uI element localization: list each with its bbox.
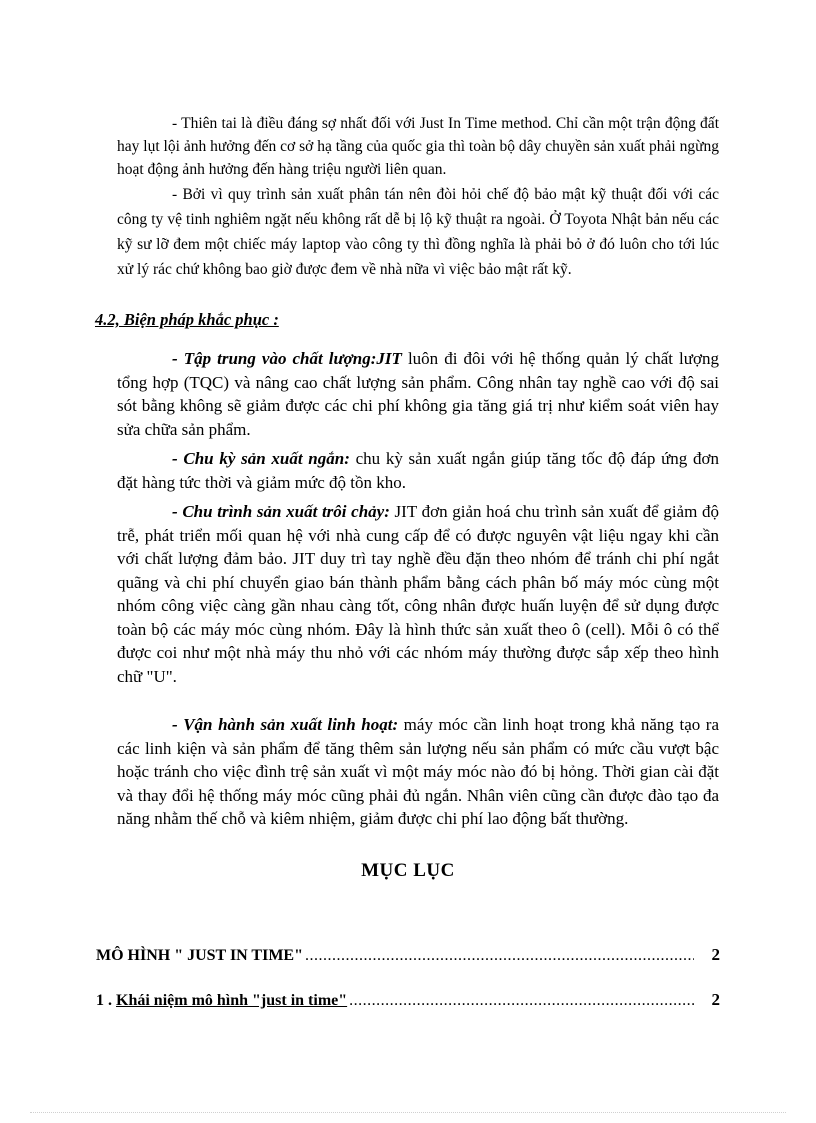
paragraph-lead: - Tập trung vào chất lượng:JIT bbox=[172, 349, 402, 368]
section-heading: 4.2, Biện pháp khắc phục : bbox=[95, 310, 279, 329]
paragraph-body: chu kỳ sản xuất ngắn giúp tăng tốc độ đáp ứng đơn đặt hàng tức thời và giảm mức độ tồn kho. bbox=[117, 449, 719, 492]
paragraph-body: máy móc cần linh hoạt trong khả năng tạo ra các linh kiện và sản phẩm để tăng thêm sản lượng nếu sản phẩm có mức cầu vượt bậc hoặc tránh cho việc đình trệ sản xuất vì một máy móc nào đó bị hỏng. Thời gian cài đặt và thay đổi hệ thống máy móc cũng phải đủ ngắn. Nhân viên cũng cần được đào tạo đa năng nhằm thế chỗ và kiêm nhiệm, giảm được chi phí lao động bất thường. bbox=[117, 715, 720, 828]
paragraph-body: luôn đi đôi với hệ thống quản lý chất lượng tổng hợp (TQC) và nâng cao chất lượng sản phẩm. Công nhân tay nghề cao với độ sai sót bằng không sẽ giảm được các chi phí không gia tăng giá trị như kiểm soát viên hay sửa chữa sản phẩm. bbox=[117, 349, 719, 439]
paragraph-smooth-process bbox=[117, 500, 719, 688]
toc-entry-label[interactable]: MÔ HÌNH " JUST IN TIME" bbox=[96, 947, 303, 964]
paragraph-security: - Bởi vì quy trình sản xuất phân tán nên đòi hỏi chế độ bảo mật kỹ thuật đối với các công ty vệ tinh nghiêm ngặt nếu không rất dễ bị lộ kỹ thuật ra ngoài. Ở Toyota Nhật bản nếu các kỹ sư lỡ đem một chiếc máy laptop vào công ty thì đồng nghĩa là phải bỏ ở đó luôn cho tới lúc xử lý rác chứ không bao giờ được đem về nhà nữa vì việc bảo mật rất kỹ. bbox=[117, 186, 719, 278]
paragraph-quality-focus bbox=[117, 347, 719, 441]
paragraph-lead: - Chu trình sản xuất trôi chảy: bbox=[172, 502, 390, 521]
paragraph-short-cycle bbox=[117, 447, 719, 494]
toc-page-number: 2 bbox=[711, 990, 720, 1009]
toc-leader-dots bbox=[305, 947, 694, 965]
toc-entry[interactable] bbox=[96, 945, 720, 965]
toc-entry[interactable] bbox=[96, 990, 720, 1010]
toc-entry-label[interactable]: Khái niệm mô hình "just in time" bbox=[116, 992, 348, 1009]
page-footer-divider bbox=[30, 1112, 786, 1113]
toc-page-number: 2 bbox=[711, 945, 720, 964]
paragraph-flexible-operation bbox=[117, 713, 719, 831]
toc-entry-label-wrapper[interactable] bbox=[96, 992, 347, 1010]
toc-leader-dots bbox=[349, 992, 694, 1010]
paragraph-body: JIT đơn giản hoá chu trình sản xuất để giảm độ trễ, phát triển mối quan hệ với nhà cung cấp để có được nguyên vật liệu ngay khi cần với chất lượng đảm bảo. JIT duy trì tay nghề đều đặn theo nhóm để tránh chi phí ngắt quãng và chi phí chuyển giao bán thành phẩm bằng cách phân bố máy móc cùng một nhóm công việc càng gần nhau càng tốt, công nhân được huấn luyện để sử dụng được toàn bộ các máy móc cùng nhóm. Đây là hình thức sản xuất theo ô (cell). Mỗi ô có thể được coi như một nhà máy thu nhỏ với các nhóm máy thường được sắp xếp theo hình chữ "U". bbox=[117, 502, 719, 686]
toc-entry-prefix: 1 . bbox=[96, 992, 116, 1009]
paragraph-lead: - Vận hành sản xuất linh hoạt: bbox=[172, 715, 399, 734]
paragraph-lead: - Chu kỳ sản xuất ngắn: bbox=[172, 449, 350, 468]
toc-title: MỤC LỤC bbox=[361, 860, 455, 881]
paragraph-natural-disaster: - Thiên tai là điều đáng sợ nhất đối với Just In Time method. Chỉ cần một trận động đất hay lụt lội ảnh hưởng đến cơ sở hạ tầng của quốc gia thì toàn bộ dây chuyền sản xuất phải ngừng hoạt động ảnh hưởng đến hàng triệu người liên quan. bbox=[117, 115, 719, 178]
